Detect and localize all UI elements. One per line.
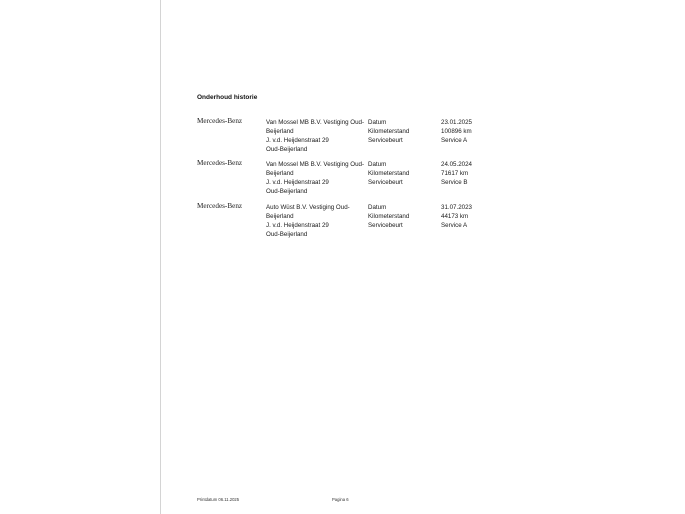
dealer-name-line: Van Mossel MB B.V. Vestiging Oud-	[266, 119, 365, 126]
dealer-street: J. v.d. Heijdenstraat 29	[266, 179, 329, 186]
maintenance-entry	[0, 117, 685, 159]
value-service: Service A	[441, 222, 468, 229]
label-mileage: Kilometerstand	[368, 213, 410, 220]
label-mileage: Kilometerstand	[368, 128, 410, 135]
dealer-street: J. v.d. Heijdenstraat 29	[266, 137, 329, 144]
label-mileage: Kilometerstand	[368, 170, 410, 177]
value-mileage: 100896 km	[441, 128, 472, 135]
value-mileage: 71617 km	[441, 170, 469, 177]
page-number: Pagina 6	[332, 497, 349, 502]
dealer-name-line: Auto Wüst B.V. Vestiging Oud-	[266, 204, 350, 211]
value-service: Service B	[441, 179, 468, 186]
maintenance-entry	[0, 202, 685, 244]
dealer-address	[266, 118, 368, 154]
section-title: Onderhoud historie	[197, 94, 258, 101]
dealer-street: J. v.d. Heijdenstraat 29	[266, 222, 329, 229]
dealer-name-line: Beijerland	[266, 170, 294, 177]
dealer-name-line: Beijerland	[266, 213, 294, 220]
field-labels	[368, 118, 409, 145]
field-values	[441, 118, 472, 145]
dealer-address	[266, 160, 368, 196]
label-date: Datum	[368, 119, 387, 126]
value-date: 23.01.2025	[441, 119, 472, 126]
dealer-name-line: Van Mossel MB B.V. Vestiging Oud-	[266, 161, 365, 168]
brand-logo: Mercedes-Benz	[197, 117, 243, 125]
label-service: Servicebeurt	[368, 137, 403, 144]
label-date: Datum	[368, 161, 387, 168]
dealer-city: Oud-Beijerland	[266, 146, 308, 153]
brand-logo: Mercedes-Benz	[197, 202, 243, 210]
value-date: 31.07.2023	[441, 204, 472, 211]
value-date: 24.05.2024	[441, 161, 472, 168]
field-values	[441, 160, 472, 187]
print-date: Printdatum 06.11.2025	[197, 497, 240, 502]
label-service: Servicebeurt	[368, 179, 403, 186]
dealer-address	[266, 203, 368, 239]
field-values	[441, 203, 472, 230]
field-labels	[368, 160, 409, 187]
label-service: Servicebeurt	[368, 222, 403, 229]
brand-logo: Mercedes-Benz	[197, 159, 243, 167]
maintenance-entry	[0, 159, 685, 201]
value-mileage: 44173 km	[441, 213, 469, 220]
label-date: Datum	[368, 204, 387, 211]
dealer-city: Oud-Beijerland	[266, 231, 308, 238]
dealer-city: Oud-Beijerland	[266, 188, 308, 195]
field-labels	[368, 203, 409, 230]
dealer-name-line: Beijerland	[266, 128, 294, 135]
value-service: Service A	[441, 137, 468, 144]
